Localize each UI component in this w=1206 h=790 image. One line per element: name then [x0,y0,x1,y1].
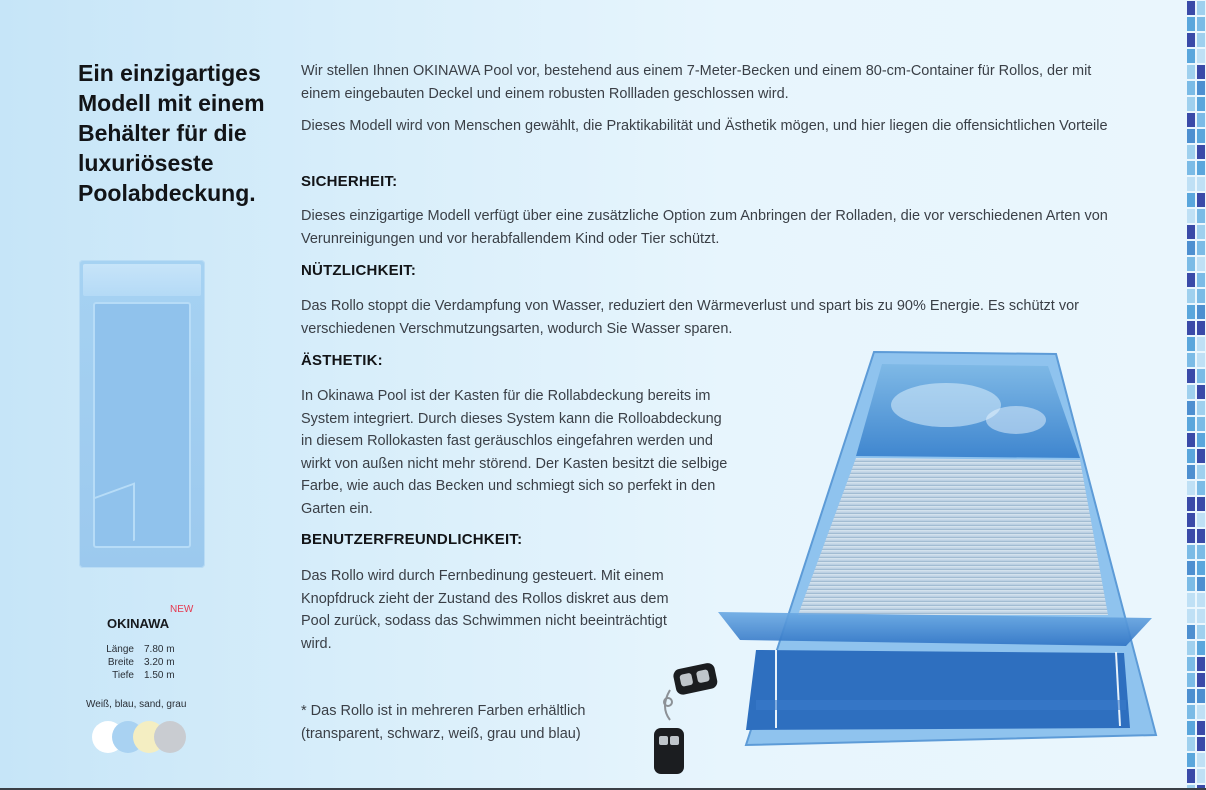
mosaic-tile [1187,129,1195,143]
spec-value: 7.80 m [144,644,175,655]
mosaic-tile [1187,545,1195,559]
spec-value: 3.20 m [144,657,175,668]
mosaic-tile [1187,513,1195,527]
mosaic-tile [1197,17,1205,31]
mosaic-tile [1187,481,1195,495]
mosaic-tile [1187,465,1195,479]
mosaic-tile [1187,321,1195,335]
spec-row-length [98,643,175,656]
mosaic-tile [1187,753,1195,767]
mosaic-tile [1197,497,1205,511]
mosaic-tile [1187,401,1195,415]
mosaic-tile [1187,449,1195,463]
mosaic-tile [1187,593,1195,607]
mosaic-tile [1197,33,1205,47]
mosaic-tile [1197,545,1205,559]
mosaic-tile [1197,321,1205,335]
intro-paragraph-1: Wir stellen Ihnen OKINAWA Pool vor, bestehend aus einem 7-Meter-Becken und einem 80-cm-Container für Rollos, der mit einem eingebauten Deckel und einem robusten Rollladen geschlossen wird. [301,63,1092,102]
aesthetics-text: In Okinawa Pool ist der Kasten für die Rollabdeckung bereits im System integriert. Durch dieses System kann die Rolloabdeckung in diesem Rollokasten fast geräuschlos eingefahren werden und wirkt von außen nicht mehr störend. Der Kasten besitzt die selbige Farbe, wie auch das Becken und schmiegt sich so perfekt in den Garten ein. [301,388,728,517]
utility-heading: NÜTZLICHKEIT: [301,262,417,279]
swatch-grey[interactable] [154,721,186,753]
mosaic-tile [1187,705,1195,719]
mosaic-tile [1187,657,1195,671]
spec-row-width [98,656,175,669]
mosaic-tile [1197,289,1205,303]
mosaic-tile [1197,449,1205,463]
intro-paragraph-2: Dieses Modell wird von Menschen gewählt, die Praktikabilität und Ästhetik mögen, und hier liegen die offensichtlichen Vorteile [301,118,1108,134]
remote-body-1 [672,662,718,696]
mosaic-tile [1187,673,1195,687]
mosaic-tile [1187,1,1195,15]
mosaic-tile [1197,81,1205,95]
mosaic-tile [1187,193,1195,207]
mosaic-tile [1187,769,1195,783]
mosaic-tile [1197,385,1205,399]
mosaic-tile [1187,33,1195,47]
mosaic-tile [1197,353,1205,367]
spec-row-depth [98,669,175,682]
mosaic-tile [1197,97,1205,111]
mosaic-tile [1197,705,1205,719]
mosaic-tile [1197,1,1205,15]
mosaic-tile [1187,81,1195,95]
mosaic-tile [1197,657,1205,671]
mosaic-tile [1197,737,1205,751]
mosaic-tile [1197,577,1205,591]
mosaic-tile [1197,65,1205,79]
mosaic-tile [1197,689,1205,703]
mosaic-tile [1197,593,1205,607]
mosaic-tile [1187,49,1195,63]
new-badge: NEW [170,604,194,615]
remote-control-image [650,662,720,780]
mosaic-tile [1197,625,1205,639]
mosaic-tile [1197,145,1205,159]
mosaic-tile [1197,161,1205,175]
mosaic-tile [1197,209,1205,223]
mosaic-tile [1187,497,1195,511]
mosaic-tile [1197,721,1205,735]
mosaic-tile [1197,241,1205,255]
mosaic-tile [1197,769,1205,783]
mosaic-tile [1197,673,1205,687]
page-heading: Ein einzigartiges Modell mit einem Behälter für die luxuriöseste Poolabdeckung. [78,60,265,206]
mosaic-tile [1187,577,1195,591]
colors-label: Weiß, blau, sand, grau [86,699,187,710]
spec-label: Länge [106,644,134,655]
mosaic-tile [1187,289,1195,303]
mosaic-tile [1187,337,1195,351]
mosaic-tile [1187,385,1195,399]
pool-rim [83,264,201,296]
mosaic-tile [1197,305,1205,319]
mosaic-tile [1187,145,1195,159]
cover-box-interior [746,650,1130,730]
mosaic-tile [1197,177,1205,191]
mosaic-tile [1187,689,1195,703]
mosaic-tile [1187,529,1195,543]
mosaic-tile [1197,529,1205,543]
mosaic-tile [1197,401,1205,415]
mosaic-tile [1187,353,1195,367]
water-reflection [986,406,1046,434]
spec-label: Tiefe [112,670,134,681]
mosaic-tile [1187,609,1195,623]
pool-with-roller-cover-image [716,350,1158,755]
mosaic-tile [1187,737,1195,751]
mosaic-tile [1187,305,1195,319]
mosaic-tile [1187,209,1195,223]
safety-text: Dieses einzigartige Modell verfügt über eine zusätzliche Option zum Anbringen der Rolladen, die vor verschiedenen Arten von Verunreinigungen und vor herabfallendem Kind oder Tier schützt. [301,208,1108,247]
mosaic-tile [1197,561,1205,575]
mosaic-tile [1197,513,1205,527]
aesthetics-heading: ÄSTHETIK: [301,352,383,369]
mosaic-tile [1197,753,1205,767]
mosaic-tile [1187,561,1195,575]
mosaic-tile [1197,369,1205,383]
mosaic-tile [1187,65,1195,79]
mosaic-tile [1187,721,1195,735]
mosaic-tile [1187,161,1195,175]
mosaic-tile [1197,49,1205,63]
mosaic-tile [1187,625,1195,639]
mosaic-tile [1197,417,1205,431]
mosaic-tile [1187,273,1195,287]
mosaic-tile [1197,273,1205,287]
mosaic-tile [1197,337,1205,351]
mosaic-tile [1187,113,1195,127]
mosaic-tile [1187,177,1195,191]
color-footnote: * Das Rollo ist in mehreren Farben erhältlich (transparent, schwarz, weiß, grau und blau) [301,703,586,742]
mosaic-tile [1197,225,1205,239]
spec-label: Breite [107,657,134,668]
mosaic-tile [1187,17,1195,31]
mosaic-tile [1197,193,1205,207]
mosaic-tile [1197,465,1205,479]
mosaic-tile-border [1186,0,1206,790]
mosaic-tile [1187,369,1195,383]
mosaic-tile [1187,97,1195,111]
mosaic-tile [1187,257,1195,271]
mosaic-tile [1187,225,1195,239]
mosaic-tile [1187,433,1195,447]
mosaic-tile [1197,129,1205,143]
pool-top-view-image [79,260,205,568]
usability-heading: BENUTZERFREUNDLICHKEIT: [301,531,523,548]
mosaic-tile [1187,241,1195,255]
mosaic-tile [1197,257,1205,271]
mosaic-tile [1187,417,1195,431]
mosaic-tile [1197,609,1205,623]
mosaic-tile [1197,641,1205,655]
usability-text: Das Rollo wird durch Fernbedinung gesteuert. Mit einem Knopfdruck zieht der Zustand des Rollos diskret aus dem Pool zurück, sodass das Schwimmen nicht beeinträchtigt wird. [301,568,669,652]
mosaic-tile [1197,433,1205,447]
remote-body-2 [654,728,684,774]
mosaic-tile [1197,113,1205,127]
model-specs [98,643,175,682]
spec-value: 1.50 m [144,670,175,681]
water-reflection [891,383,1001,427]
utility-text: Das Rollo stoppt die Verdampfung von Wasser, reduziert den Wärmeverlust und spart bis zu 90% Energie. Es schützt vor verschiedenen Verschmutzungsarten, wodurch Sie Wasser sparen. [301,298,1080,337]
mosaic-tile [1187,641,1195,655]
mosaic-tile [1197,481,1205,495]
color-swatches [92,721,192,753]
model-name: OKINAWA [107,616,170,631]
safety-heading: SICHERHEIT: [301,173,398,190]
